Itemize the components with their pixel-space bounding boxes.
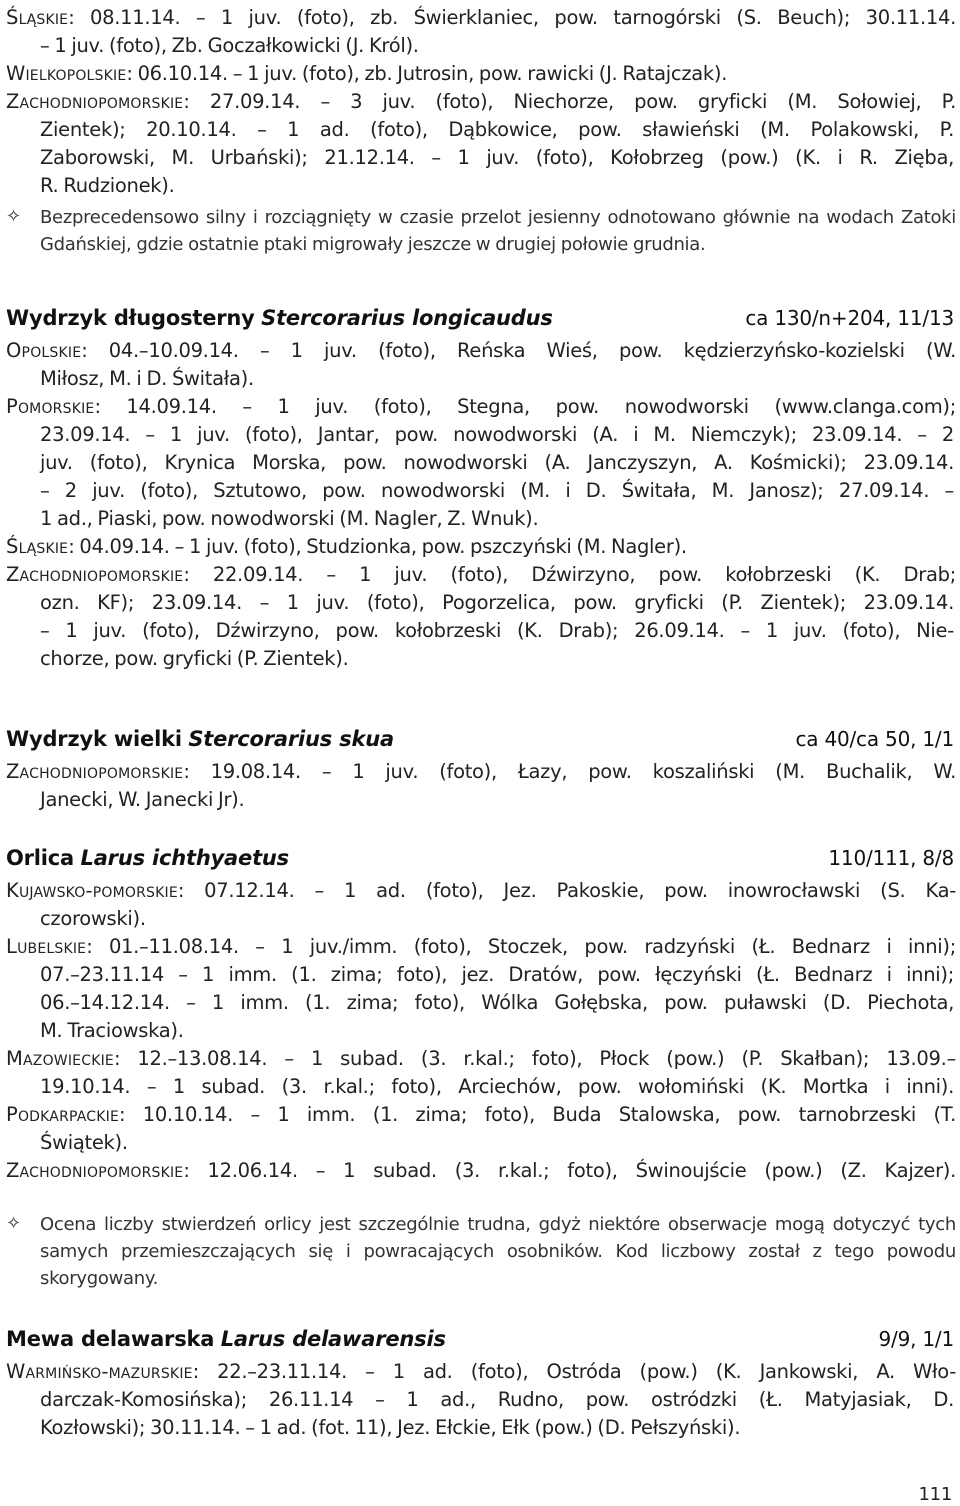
region-name: Zachodniopomorskie	[6, 760, 184, 783]
species-stats: ca 40/ca 50, 1/1	[795, 727, 954, 751]
region-name: Zachodniopomorskie	[6, 1159, 184, 1182]
record-line: Opolskie: 04.–10.09.14. – 1 juv. (foto), Reńska Wieś, pow. kędzierzyńsko-kozielski (W.	[6, 339, 956, 362]
record-line: 06.–14.12.14. – 1 imm. (1. zima; foto), Wólka Gołębska, pow. puławski (D. Piechota,	[40, 991, 954, 1014]
region-name: Kujawsko-pomorskie	[6, 879, 178, 902]
record-line: Zientek); 20.10.14. – 1 ad. (foto), Dąbkowice, pow. sławieński (M. Polakowski, P.	[40, 118, 954, 141]
region-name: Wielkopolskie	[6, 62, 127, 85]
species-heading	[6, 1327, 954, 1351]
record-line: Śląskie: 08.11.14. – 1 juv. (foto), zb. Świerklaniec, pow. tarnogórski (S. Beuch); 30.11.14.	[6, 6, 956, 29]
record-line: – 1 juv. (foto), Zb. Goczałkowicki (J. Król).	[40, 34, 419, 57]
species-name-lat: Larus delawarensis	[220, 1327, 446, 1351]
record-line: Zaborowski, M. Urbański); 21.12.14. – 1 juv. (foto), Kołobrzeg (pow.) (K. i R. Zięba,	[40, 146, 954, 169]
record-line: – 2 juv. (foto), Sztutowo, pow. nowodworski (M. i D. Świtała, M. Janosz); 27.09.14. –	[40, 479, 954, 502]
record-line: Zachodniopomorskie: 12.06.14. – 1 subad. (3. r.kal.; foto), Świnoujście (pow.) (Z. Kajzer).	[6, 1159, 956, 1182]
species-heading	[6, 306, 954, 330]
record-line: – 1 juv. (foto), Dźwirzyno, pow. kołobrzeski (K. Drab); 26.09.14. – 1 juv. (foto), Nie-	[40, 619, 954, 642]
record-line: R. Rudzionek).	[40, 174, 175, 197]
species-stats: 110/111, 8/8	[828, 846, 954, 870]
note-symbol-icon: ✧	[6, 206, 21, 227]
record-line: darczak-Komosińska); 26.11.14 – 1 ad., Rudno, pow. ostródzki (Ł. Matyjasiak, D.	[40, 1388, 954, 1411]
species-name-pl: Mewa delawarska	[6, 1327, 215, 1351]
record-line: ozn. KF); 23.09.14. – 1 juv. (foto), Pogorzelica, pow. gryficki (P. Zientek); 23.09.14.	[40, 591, 954, 614]
record-line: 19.10.14. – 1 subad. (3. r.kal.; foto), Arciechów, pow. wołomiński (K. Mortka i inni).	[40, 1075, 954, 1098]
species-name-lat: Stercorarius skua	[188, 727, 394, 751]
species-stats: 9/9, 1/1	[878, 1327, 954, 1351]
record-line: Miłosz, M. i D. Świtała).	[40, 367, 254, 390]
record-line: Pomorskie: 14.09.14. – 1 juv. (foto), Stegna, pow. nowodworski (www.clanga.com);	[6, 395, 956, 418]
note-text: Ocena liczby stwierdzeń orlicy jest szczególnie trudna, gdyż niektóre obserwacje mogą dotyczyć tych samych przemieszczających się i powracających osobników. Kod liczbowy został z tego powodu skorygowany.	[40, 1214, 956, 1289]
record-line: Zachodniopomorskie: 27.09.14. – 3 juv. (foto), Niechorze, pow. gryficki (M. Sołowiej, P.	[6, 90, 956, 113]
region-name: Śląskie	[6, 535, 69, 558]
record-line: Śląskie: 04.09.14. – 1 juv. (foto), Studzionka, pow. pszczyński (M. Nagler).	[6, 535, 687, 558]
record-line: czorowski).	[40, 907, 146, 930]
species-name-pl: Orlica	[6, 846, 75, 870]
record-line: 23.09.14. – 1 juv. (foto), Jantar, pow. nowodworski (A. i M. Niemczyk); 23.09.14. – 2	[40, 423, 954, 446]
region-name: Zachodniopomorskie	[6, 563, 184, 586]
record-line: 1 ad., Piaski, pow. nowodworski (M. Nagler, Z. Wnuk).	[40, 507, 539, 530]
record-line: Zachodniopomorskie: 22.09.14. – 1 juv. (foto), Dźwirzyno, pow. kołobrzeski (K. Drab;	[6, 563, 956, 586]
region-name: Pomorskie	[6, 395, 95, 418]
region-name: Warmińsko-mazurskie	[6, 1360, 193, 1383]
region-name: Śląskie	[6, 6, 69, 29]
species-stats: ca 130/n+204, 11/13	[745, 306, 954, 330]
record-line: Lubelskie: 01.–11.08.14. – 1 juv./imm. (foto), Stoczek, pow. radzyński (Ł. Bednarz i inni);	[6, 935, 956, 958]
region-name: Lubelskie	[6, 935, 87, 958]
record-line: juv. (foto), Krynica Morska, pow. nowodworski (A. Janczyszyn, A. Kośmicki); 23.09.14.	[40, 451, 954, 474]
record-line: Kujawsko-pomorskie: 07.12.14. – 1 ad. (foto), Jez. Pakoskie, pow. inowrocławski (S. Ka-	[6, 879, 956, 902]
species-heading	[6, 727, 954, 751]
record-line: Warmińsko-mazurskie: 22.–23.11.14. – 1 ad. (foto), Ostróda (pow.) (K. Jankowski, A. Wło-	[6, 1360, 956, 1383]
record-line: M. Traciowska).	[40, 1019, 184, 1042]
record-line: Mazowieckie: 12.–13.08.14. – 1 subad. (3. r.kal.; foto), Płock (pow.) (P. Skałban); 13.09.–	[6, 1047, 956, 1070]
region-name: Opolskie	[6, 339, 82, 362]
note-symbol-icon: ✧	[6, 1213, 21, 1234]
record-line: Wielkopolskie: 06.10.14. – 1 juv. (foto), zb. Jutrosin, pow. rawicki (J. Ratajczak).	[6, 62, 728, 85]
species-name-lat: Stercorarius longicaudus	[261, 306, 553, 330]
region-name: Mazowieckie	[6, 1047, 114, 1070]
species-heading	[6, 846, 954, 870]
note-text: Bezprecedensowo silny i rozciągnięty w czasie przelot jesienny odnotowano głównie na wodach Zatoki Gdańskiej, gdzie ostatnie ptaki migrowały jeszcze w drugiej połowie grudnia.	[40, 207, 956, 255]
region-name: Podkarpackie	[6, 1103, 120, 1126]
record-line: chorze, pow. gryficki (P. Zientek).	[40, 647, 349, 670]
page-number: 111	[918, 1484, 952, 1505]
species-name-lat: Larus ichthyaetus	[80, 846, 289, 870]
record-line: Świątek).	[40, 1131, 128, 1154]
region-name: Zachodniopomorskie	[6, 90, 184, 113]
record-line: Janecki, W. Janecki Jr).	[40, 788, 245, 811]
species-name-pl: Wydrzyk długosterny	[6, 306, 255, 330]
record-line: Kozłowski); 30.11.14. – 1 ad. (fot. 11), Jez. Ełckie, Ełk (pow.) (D. Pełszyński).	[40, 1416, 741, 1439]
record-line: Podkarpackie: 10.10.14. – 1 imm. (1. zima; foto), Buda Stalowska, pow. tarnobrzeski (T.	[6, 1103, 956, 1126]
record-line: Zachodniopomorskie: 19.08.14. – 1 juv. (foto), Łazy, pow. koszaliński (M. Buchalik, W.	[6, 760, 956, 783]
record-line: 07.–23.11.14 – 1 imm. (1. zima; foto), jez. Dratów, pow. łęczyński (Ł. Bednarz i inni);	[40, 963, 954, 986]
species-name-pl: Wydrzyk wielki	[6, 727, 182, 751]
